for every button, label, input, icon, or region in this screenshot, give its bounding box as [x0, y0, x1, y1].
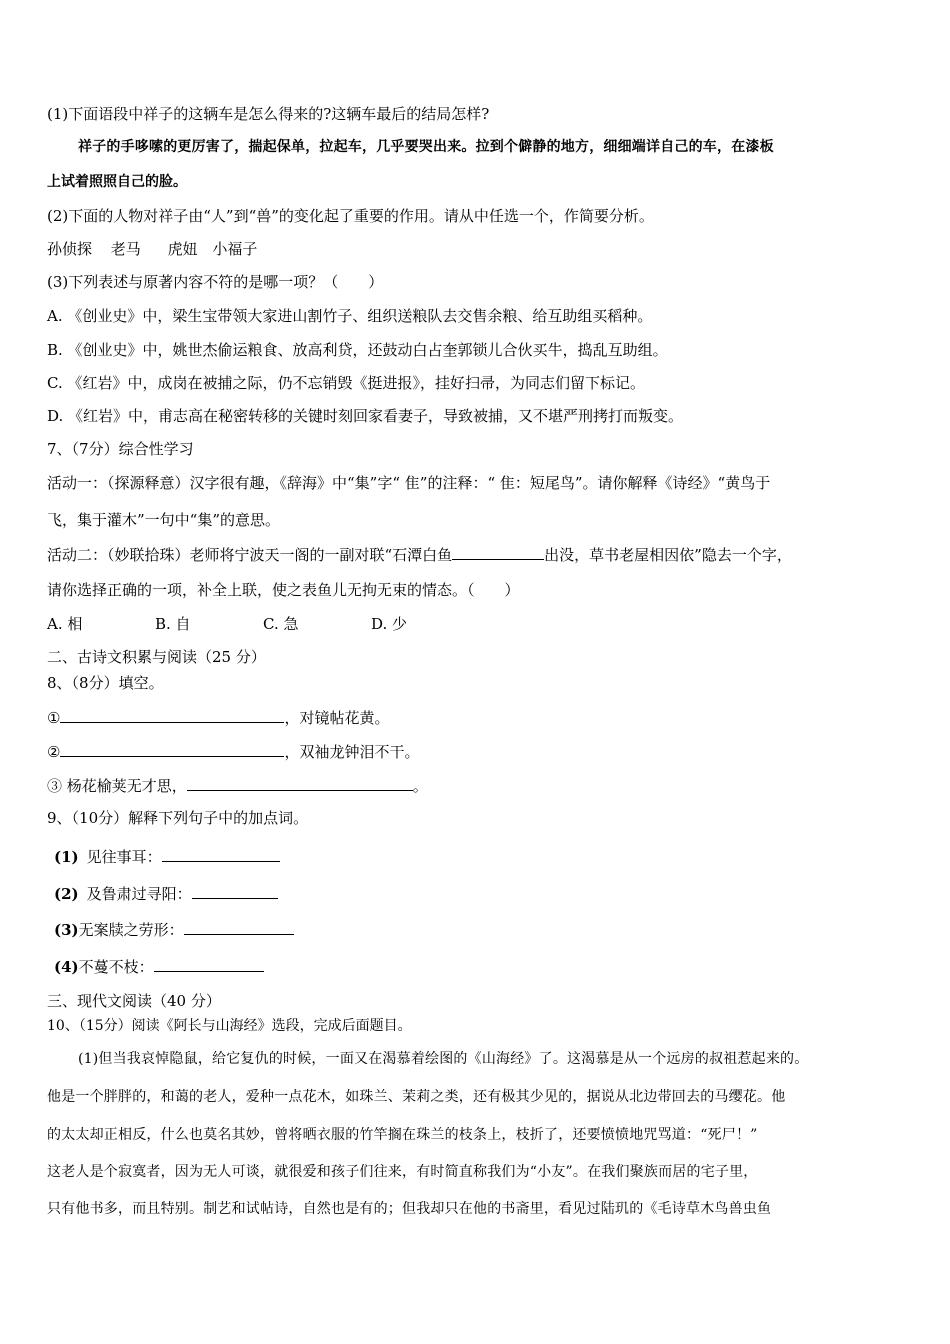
- name-xiao-fuzi: 小福子: [212, 240, 258, 258]
- q9-item-3: [54, 918, 294, 940]
- q10-passage-line-5: 只有他书多，而且特别。制艺和试帖诗，自然也是有的；但我却只在他的书斋里，看见过陆玑的《毛诗草木鸟兽虫鱼: [47, 1201, 772, 1217]
- q7-activity-1-line-1: 活动一：（探源释意）汉字很有趣，《辞海》中“集”字“ 隹”的注释：“ 隹：短尾鸟”。请你解释《诗经》“黄鸟于: [47, 474, 771, 492]
- q6-3-prompt: (3)下列表述与原著内容不符的是哪一项？（ ）: [47, 273, 384, 291]
- q6-3-option-b: B. 《创业史》中，姚世杰偷运粮食、放高利贷，还鼓动白占奎郭锁儿合伙买牛，捣乱互助组。: [47, 341, 668, 359]
- q9-item-1-text: 见往事耳：: [86, 848, 162, 866]
- q9-heading: 9、（10分）解释下列句子中的加点词。: [47, 809, 309, 827]
- section-2-heading: 二、古诗文积累与阅读（25 分）: [47, 648, 266, 666]
- q10-passage-line-3: 的太太却正相反，什么也莫名其妙，曾将晒衣服的竹竿搁在珠兰的枝条上，枝折了，还要愤愤地咒骂道：“死尸！”: [47, 1127, 758, 1143]
- q7-activity-1-line-2: 飞，集于灌木”一句中“集”的意思。: [47, 511, 281, 529]
- name-sun-zhentan: 孙侦探: [47, 240, 93, 258]
- q8-blank-3[interactable]: [187, 774, 413, 791]
- q10-passage-line-2: 他是一个胖胖的，和蔼的老人，爱种一点花木，如珠兰、茉莉之类，还有极其少见的，据说从北边带回去的马缨花。他: [47, 1089, 786, 1105]
- q9-item-4: [54, 955, 264, 977]
- q9-blank-3[interactable]: [184, 918, 294, 935]
- q8-line-2: [47, 740, 419, 762]
- q8-mark-1: ①: [47, 709, 61, 727]
- q6-3-option-d: D. 《红岩》中，甫志高在秘密转移的关键时刻回家看妻子，导致被捕，又不堪严刑拷打而叛变。: [47, 407, 684, 425]
- q8-line-3-tail: 。: [412, 777, 428, 795]
- q6-2-names: [47, 239, 257, 259]
- q8-blank-2[interactable]: [60, 740, 284, 757]
- q9-item-1: [54, 845, 280, 867]
- q8-line-1: [47, 706, 389, 728]
- name-hu-niu: 虎妞: [167, 240, 198, 258]
- q9-item-4-num: (4): [54, 958, 79, 976]
- q9-item-3-num: (3): [54, 921, 79, 939]
- q6-1-passage-line-1: 祥子的手哆嗦的更厉害了，揣起保单，拉起车，几乎要哭出来。拉到个僻静的地方，细细端详自己的车，在漆板: [78, 139, 774, 155]
- q7-choice-c: C. 急: [263, 615, 299, 633]
- q6-1-prompt: (1)下面语段中祥子的这辆车是怎么得来的?这辆车最后的结局怎样?: [47, 105, 490, 123]
- q6-3-option-a: A. 《创业史》中，梁生宝带领大家进山割竹子、组织送粮队去交售余粮、给互助组买稻种。: [47, 307, 653, 325]
- q8-line-3-head: ③ 杨花榆荚无才思，: [47, 777, 187, 795]
- q9-blank-1[interactable]: [162, 845, 280, 862]
- q10-passage-line-4: 这老人是个寂寞者，因为无人可谈，就很爱和孩子们往来，有时简直称我们为“小友”。在我们聚族而居的宅子里，: [47, 1164, 758, 1180]
- q6-3-option-c: C. 《红岩》中，成岗在被捕之际，仍不忘销毁《挺进报》，挂好扫帚，为同志们留下标记。: [47, 374, 645, 392]
- q8-heading: 8、（8分）填空。: [47, 674, 164, 692]
- q8-line-1-tail: ，对镜帖花黄。: [284, 709, 390, 727]
- q10-heading: 10、（15分）阅读《阿长与山海经》选段，完成后面题目。: [47, 1018, 412, 1034]
- q8-line-3: [47, 774, 428, 796]
- q8-line-2-tail: ，双袖龙钟泪不干。: [284, 743, 420, 761]
- q9-item-1-num: (1): [54, 848, 79, 866]
- q9-blank-4[interactable]: [154, 955, 264, 972]
- q9-item-2: [54, 882, 278, 904]
- q7-activity-2-line-1: [47, 543, 792, 565]
- q7-choices: [47, 614, 407, 634]
- q7-activity-2-line-2: 请你选择正确的一项，补全上联，使之表鱼儿无拘无束的情态。（ ）: [47, 581, 520, 599]
- q7-act2-text-b: 出没，草书老屋相因依”隐去一个字，: [544, 546, 792, 564]
- q7-choice-d: D. 少: [371, 615, 408, 633]
- q9-item-2-num: (2): [54, 885, 79, 903]
- q7-choice-b: B. 自: [155, 615, 191, 633]
- q7-choice-a: A. 相: [47, 615, 83, 633]
- q9-item-4-text: 不蔓不枝：: [78, 958, 154, 976]
- q8-mark-2: ②: [47, 743, 61, 761]
- q7-blank[interactable]: [452, 543, 544, 560]
- q8-blank-1[interactable]: [60, 706, 284, 723]
- q7-act2-text-a: 活动二：（妙联拾珠）老师将宁波天一阁的一副对联“石潭白鱼: [47, 546, 453, 564]
- q7-heading: 7、（7分）综合性学习: [47, 440, 194, 458]
- section-3-heading: 三、现代文阅读（40 分）: [47, 992, 221, 1010]
- q9-item-3-text: 无案牍之劳形：: [78, 921, 184, 939]
- q6-2-prompt: (2)下面的人物对祥子由“人”到“兽”的变化起了重要的作用。请从中任选一个，作简要分析。: [47, 207, 654, 225]
- q9-blank-2[interactable]: [192, 882, 278, 899]
- q6-1-passage-line-2: 上试着照照自己的脸。: [47, 174, 187, 190]
- q10-passage-line-1: (1)但当我哀悼隐鼠，给它复仇的时候，一面又在渴慕着绘图的《山海经》了。这渴慕是从一个远房的叔祖惹起来的。: [78, 1051, 809, 1067]
- name-lao-ma: 老马: [110, 240, 141, 258]
- q9-item-2-text: 及鲁肃过寻阳：: [86, 885, 192, 903]
